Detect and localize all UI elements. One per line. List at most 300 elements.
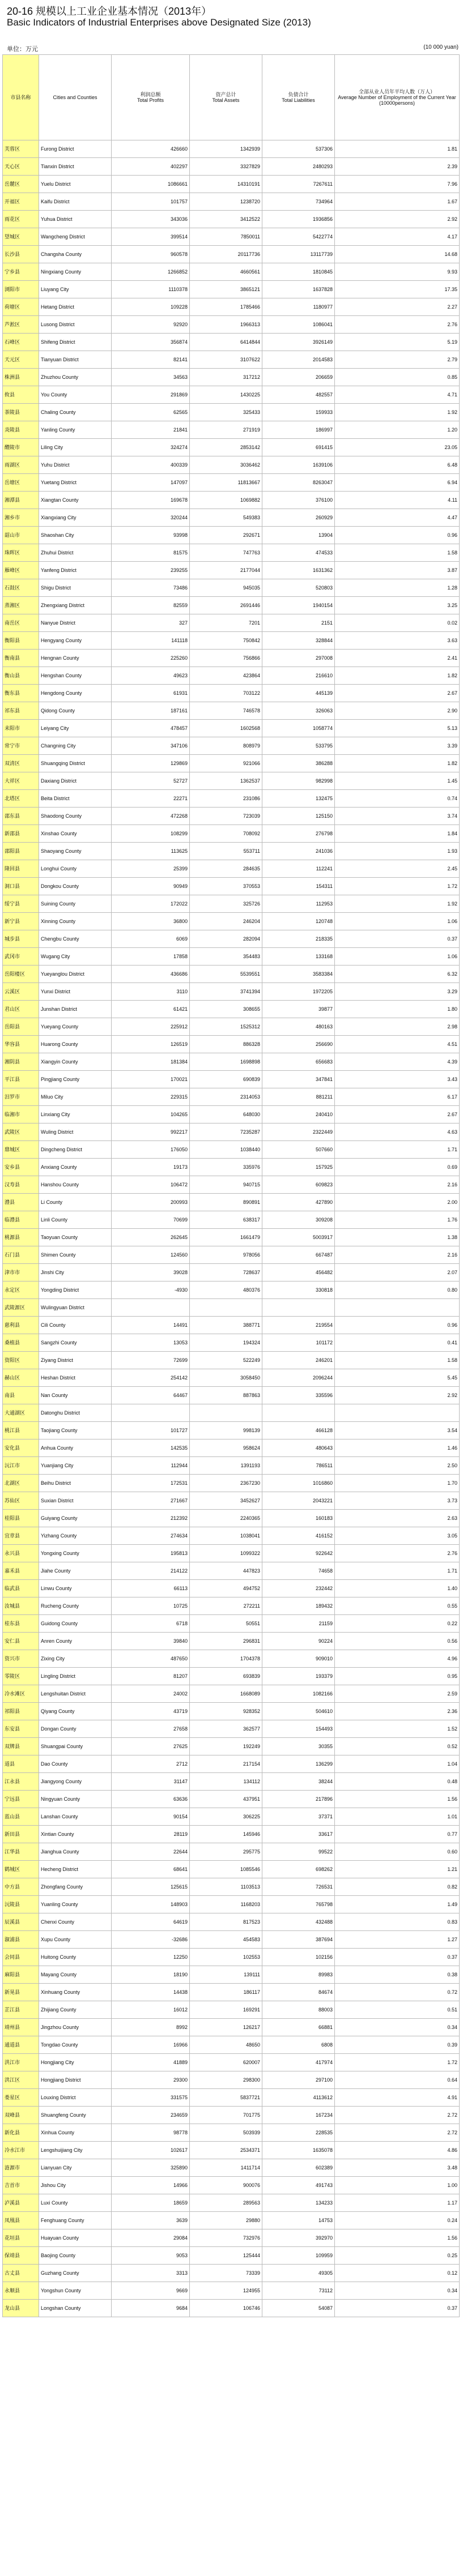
cell-name-en: Shuangfeng County (39, 2107, 112, 2124)
cell-name-cn: 赫山区 (3, 1369, 39, 1387)
cell-employment: 4.96 (335, 1650, 460, 1668)
cell-employment: 2.72 (335, 2107, 460, 2124)
table-row (3, 474, 460, 492)
cell-liabilities: 667487 (262, 1246, 335, 1264)
cell-name-cn: 宜章县 (3, 1527, 39, 1545)
cell-name-en: Anxiang County (39, 1159, 112, 1176)
table-row (3, 1211, 460, 1229)
cell-profits: 9684 (112, 2300, 190, 2317)
cell-name-en: Zhengxiang District (39, 597, 112, 614)
table-row (3, 562, 460, 579)
cell-profits: 41889 (112, 2054, 190, 2071)
cell-profits: 172022 (112, 895, 190, 913)
cell-name-en: You County (39, 386, 112, 404)
cell-assets: 3036462 (190, 456, 262, 474)
cell-name-cn: 麻阳县 (3, 1966, 39, 1984)
cell-name-cn: 冷水江市 (3, 2142, 39, 2159)
table-row (3, 650, 460, 667)
cell-liabilities: 1631362 (262, 562, 335, 579)
cell-employment: 1.00 (335, 2177, 460, 2194)
header-name-cn: 市县名称 (3, 55, 39, 140)
cell-assets: 139111 (190, 1966, 262, 1984)
cell-name-en: Xinning County (39, 913, 112, 930)
cell-name-en: Tianyuan District (39, 351, 112, 369)
cell-name-cn: 石门县 (3, 1246, 39, 1264)
cell-name-en: Furong District (39, 140, 112, 158)
cell-profits: 172531 (112, 1475, 190, 1492)
cell-assets: 1038041 (190, 1527, 262, 1545)
table-row (3, 825, 460, 843)
cell-employment: 3.74 (335, 808, 460, 825)
table-row (3, 702, 460, 720)
cell-assets: 900076 (190, 2177, 262, 2194)
cell-profits: 1110378 (112, 281, 190, 298)
cell-name-en: Wulingyuan District (39, 1299, 112, 1317)
table-row (3, 1194, 460, 1211)
header-profits: 利润总额 Total Profits (112, 55, 190, 140)
cell-name-cn: 平江县 (3, 1071, 39, 1088)
table-row (3, 404, 460, 421)
cell-assets: 693839 (190, 1668, 262, 1685)
cell-name-cn: 南岳区 (3, 614, 39, 632)
cell-name-cn: 会同县 (3, 1949, 39, 1966)
table-row (3, 193, 460, 211)
cell-profits: 16012 (112, 2001, 190, 2019)
cell-name-en: Yuhua District (39, 211, 112, 228)
cell-employment: 2.92 (335, 1387, 460, 1404)
cell-profits: 102617 (112, 2142, 190, 2159)
cell-profits: 487650 (112, 1650, 190, 1668)
cell-profits (112, 1404, 190, 1422)
cell-name-cn: 沅江市 (3, 1457, 39, 1475)
cell-liabilities: 1637828 (262, 281, 335, 298)
cell-employment: 4.47 (335, 509, 460, 527)
cell-name-en: Lengshuijiang City (39, 2142, 112, 2159)
cell-liabilities: 4113612 (262, 2089, 335, 2107)
cell-liabilities: 1972205 (262, 983, 335, 1001)
cell-profits: 29300 (112, 2071, 190, 2089)
table-row (3, 1369, 460, 1387)
cell-name-en: Chaling County (39, 404, 112, 421)
table-row (3, 158, 460, 176)
cell-employment: 2.27 (335, 298, 460, 316)
cell-assets: 325433 (190, 404, 262, 421)
cell-assets: 317212 (190, 369, 262, 386)
table-row (3, 1317, 460, 1334)
cell-employment: 2.67 (335, 1106, 460, 1123)
cell-employment: 1.71 (335, 1141, 460, 1159)
cell-name-cn: 慈利县 (3, 1317, 39, 1334)
cell-name-cn: 涟源市 (3, 2159, 39, 2177)
cell-name-cn: 津市市 (3, 1264, 39, 1281)
cell-name-en: Linli County (39, 1211, 112, 1229)
table-row (3, 1018, 460, 1036)
cell-liabilities: 1016860 (262, 1475, 335, 1492)
cell-employment: 2.79 (335, 351, 460, 369)
cell-assets: 723039 (190, 808, 262, 825)
cell-employment: 2.90 (335, 702, 460, 720)
cell-name-cn: 江华县 (3, 1843, 39, 1861)
cell-name-en: Yanling County (39, 421, 112, 439)
table-row (3, 1527, 460, 1545)
cell-name-en: Dao County (39, 1755, 112, 1773)
table-row (3, 1720, 460, 1738)
cell-profits: 129869 (112, 755, 190, 772)
cell-employment: 0.83 (335, 1913, 460, 1931)
cell-name-en: Zhuhui District (39, 544, 112, 562)
cell-liabilities: 1058774 (262, 720, 335, 737)
cell-profits: 229315 (112, 1088, 190, 1106)
table-row (3, 1123, 460, 1141)
cell-assets: 231086 (190, 790, 262, 808)
table-row (3, 2177, 460, 2194)
cell-employment: 2.36 (335, 1703, 460, 1720)
cell-name-en: Hongjiang District (39, 2071, 112, 2089)
cell-assets: 14310191 (190, 176, 262, 193)
cell-name-en: Kaifu District (39, 193, 112, 211)
cell-liabilities: 134233 (262, 2194, 335, 2212)
cell-name-cn: 衡南县 (3, 650, 39, 667)
table-row (3, 298, 460, 316)
cell-liabilities: 120748 (262, 913, 335, 930)
cell-name-en: Taoyuan County (39, 1229, 112, 1246)
cell-profits: 327 (112, 614, 190, 632)
cell-assets: 703122 (190, 685, 262, 702)
cell-assets: 1342939 (190, 140, 262, 158)
cell-liabilities: 232442 (262, 1580, 335, 1597)
table-row (3, 509, 460, 527)
table-row (3, 772, 460, 790)
cell-liabilities: 193379 (262, 1668, 335, 1685)
cell-name-cn: 洞口县 (3, 878, 39, 895)
cell-profits: 2712 (112, 1755, 190, 1773)
cell-employment: 6.32 (335, 966, 460, 983)
cell-profits: 225912 (112, 1018, 190, 1036)
cell-employment: 0.25 (335, 2247, 460, 2265)
cell-employment: 1.56 (335, 2229, 460, 2247)
cell-assets: 145946 (190, 1826, 262, 1843)
cell-name-cn: 衡山县 (3, 667, 39, 685)
indicators-table (2, 54, 460, 2317)
cell-name-en: Guzhang County (39, 2265, 112, 2282)
cell-assets: 169291 (190, 2001, 262, 2019)
cell-name-cn: 道县 (3, 1755, 39, 1773)
cell-name-cn: 岳阳县 (3, 1018, 39, 1036)
cell-name-en: Xupu County (39, 1931, 112, 1949)
table-row (3, 1878, 460, 1896)
cell-name-cn: 蓝山县 (3, 1808, 39, 1826)
cell-profits: 225260 (112, 650, 190, 667)
cell-employment: 1.46 (335, 1439, 460, 1457)
table-row (3, 614, 460, 632)
cell-name-cn: 株洲县 (3, 369, 39, 386)
cell-employment: 2.39 (335, 158, 460, 176)
cell-name-en: Xiangtan County (39, 492, 112, 509)
cell-name-cn: 长沙县 (3, 246, 39, 263)
cell-name-cn: 临湘市 (3, 1106, 39, 1123)
cell-liabilities: 154493 (262, 1720, 335, 1738)
table-row (3, 2229, 460, 2247)
cell-employment: 3.54 (335, 1422, 460, 1439)
table-row (3, 1773, 460, 1791)
cell-name-cn: 新田县 (3, 1826, 39, 1843)
cell-profits: 104265 (112, 1106, 190, 1123)
cell-employment: 3.63 (335, 632, 460, 650)
cell-assets: 246204 (190, 913, 262, 930)
cell-liabilities: 2014583 (262, 351, 335, 369)
cell-profits: 347106 (112, 737, 190, 755)
cell-name-cn: 双峰县 (3, 2107, 39, 2124)
cell-employment: 1.92 (335, 895, 460, 913)
cell-liabilities: 507660 (262, 1141, 335, 1159)
cell-liabilities: 159933 (262, 404, 335, 421)
cell-name-cn: 绥宁县 (3, 895, 39, 913)
cell-employment: 0.85 (335, 369, 460, 386)
cell-liabilities: 186997 (262, 421, 335, 439)
cell-liabilities: 656683 (262, 1053, 335, 1071)
cell-name-cn: 永定区 (3, 1281, 39, 1299)
cell-liabilities: 335596 (262, 1387, 335, 1404)
cell-employment: 0.80 (335, 1281, 460, 1299)
cell-assets: 289563 (190, 2194, 262, 2212)
cell-name-en: Yuanjiang City (39, 1457, 112, 1475)
cell-assets: 1099322 (190, 1545, 262, 1562)
cell-name-cn: 汨罗市 (3, 1088, 39, 1106)
table-row (3, 2142, 460, 2159)
cell-employment: 0.37 (335, 1949, 460, 1966)
cell-employment: 1.81 (335, 140, 460, 158)
cell-employment: 2.07 (335, 1264, 460, 1281)
table-row (3, 860, 460, 878)
table-row (3, 1861, 460, 1878)
table-row (3, 1826, 460, 1843)
cell-profits: 27658 (112, 1720, 190, 1738)
cell-profits: 62565 (112, 404, 190, 421)
cell-employment: 1.06 (335, 913, 460, 930)
cell-name-cn: 天心区 (3, 158, 39, 176)
cell-liabilities: 474533 (262, 544, 335, 562)
cell-assets: 73339 (190, 2265, 262, 2282)
cell-assets: 1785466 (190, 298, 262, 316)
cell-assets: 362577 (190, 1720, 262, 1738)
cell-name-en: Beita District (39, 790, 112, 808)
cell-liabilities: 3583384 (262, 966, 335, 983)
cell-assets: 494752 (190, 1580, 262, 1597)
cell-assets: 437951 (190, 1791, 262, 1808)
cell-profits (112, 1299, 190, 1317)
cell-employment: 0.82 (335, 1878, 460, 1896)
table-row (3, 2036, 460, 2054)
cell-profits: 141118 (112, 632, 190, 650)
cell-employment: 0.22 (335, 1615, 460, 1633)
cell-assets: 7201 (190, 614, 262, 632)
cell-employment: 0.69 (335, 1159, 460, 1176)
cell-employment: 1.58 (335, 544, 460, 562)
cell-name-cn: 安仁县 (3, 1633, 39, 1650)
cell-name-en: Xinshao County (39, 825, 112, 843)
cell-name-en: Xinhua County (39, 2124, 112, 2142)
cell-name-cn: 溆浦县 (3, 1931, 39, 1949)
cell-profits: 39840 (112, 1633, 190, 1650)
cell-assets: 940715 (190, 1176, 262, 1194)
cell-name-cn: 辰溪县 (3, 1913, 39, 1931)
cell-assets: 1698898 (190, 1053, 262, 1071)
table-row (3, 2194, 460, 2212)
cell-employment: 2.50 (335, 1457, 460, 1475)
cell-employment: 1.01 (335, 1808, 460, 1826)
cell-profits: 142535 (112, 1439, 190, 1457)
cell-liabilities: 73112 (262, 2282, 335, 2300)
cell-profits: 1086661 (112, 176, 190, 193)
cell-liabilities: 276798 (262, 825, 335, 843)
cell-profits: -4930 (112, 1281, 190, 1299)
cell-profits: 472268 (112, 808, 190, 825)
cell-assets: 2240365 (190, 1510, 262, 1527)
cell-name-cn: 靖州县 (3, 2019, 39, 2036)
cell-profits: 29084 (112, 2229, 190, 2247)
cell-employment: 0.38 (335, 1966, 460, 1984)
cell-employment: 0.55 (335, 1597, 460, 1615)
cell-employment: 0.02 (335, 614, 460, 632)
cell-liabilities (262, 1299, 335, 1317)
cell-liabilities: 74658 (262, 1562, 335, 1580)
cell-name-cn: 凤凰县 (3, 2212, 39, 2229)
cell-name-en: Lingling District (39, 1668, 112, 1685)
table-row (3, 2071, 460, 2089)
cell-name-cn: 雨花区 (3, 211, 39, 228)
table-row (3, 1896, 460, 1913)
cell-name-en: Hengshan County (39, 667, 112, 685)
cell-name-en: Miluo City (39, 1088, 112, 1106)
cell-liabilities: 228535 (262, 2124, 335, 2142)
cell-liabilities: 88003 (262, 2001, 335, 2019)
cell-profits: 3313 (112, 2265, 190, 2282)
cell-assets: 1661479 (190, 1229, 262, 1246)
cell-profits: 320244 (112, 509, 190, 527)
cell-assets: 298300 (190, 2071, 262, 2089)
cell-name-cn: 芷江县 (3, 2001, 39, 2019)
table-row (3, 1966, 460, 1984)
cell-name-en: Qidong County (39, 702, 112, 720)
table-row (3, 1913, 460, 1931)
cell-assets: 1966313 (190, 316, 262, 334)
cell-employment: 0.39 (335, 2036, 460, 2054)
cell-assets: 296831 (190, 1633, 262, 1650)
cell-assets: 192249 (190, 1738, 262, 1755)
cell-employment: 0.37 (335, 930, 460, 948)
cell-liabilities: 2322449 (262, 1123, 335, 1141)
cell-profits: 101757 (112, 193, 190, 211)
cell-name-en: Hanshou County (39, 1176, 112, 1194)
cell-assets: 945035 (190, 579, 262, 597)
cell-profits: 106472 (112, 1176, 190, 1194)
cell-name-cn: 古丈县 (3, 2265, 39, 2282)
cell-name-en: Qiyang County (39, 1703, 112, 1720)
table-row (3, 386, 460, 404)
cell-liabilities (262, 1404, 335, 1422)
cell-name-cn: 浏阳市 (3, 281, 39, 298)
cell-name-cn: 沅陵县 (3, 1896, 39, 1913)
cell-profits: 34563 (112, 369, 190, 386)
table-row (3, 1334, 460, 1352)
cell-name-en: Hengyang County (39, 632, 112, 650)
cell-employment: 0.34 (335, 2019, 460, 2036)
cell-liabilities: 347841 (262, 1071, 335, 1088)
cell-profits: -32686 (112, 1931, 190, 1949)
cell-employment: 1.72 (335, 2054, 460, 2071)
cell-name-cn: 宁远县 (3, 1791, 39, 1808)
cell-assets: 1411714 (190, 2159, 262, 2177)
table-row (3, 2089, 460, 2107)
cell-liabilities: 14753 (262, 2212, 335, 2229)
cell-profits: 200993 (112, 1194, 190, 1211)
cell-liabilities: 533795 (262, 737, 335, 755)
cell-profits: 109228 (112, 298, 190, 316)
cell-liabilities: 246201 (262, 1352, 335, 1369)
cell-profits: 14491 (112, 1317, 190, 1334)
cell-employment: 3.87 (335, 562, 460, 579)
cell-profits: 234659 (112, 2107, 190, 2124)
header-liabilities: 负债合计 Total Liabilities (262, 55, 335, 140)
cell-name-cn: 岳麓区 (3, 176, 39, 193)
cell-assets: 921066 (190, 755, 262, 772)
table-row (3, 1562, 460, 1580)
cell-liabilities: 427890 (262, 1194, 335, 1211)
table-body (3, 140, 460, 2317)
cell-profits: 43719 (112, 1703, 190, 1720)
cell-name-cn: 桑植县 (3, 1334, 39, 1352)
cell-assets: 648030 (190, 1106, 262, 1123)
table-row (3, 597, 460, 614)
cell-name-cn: 岳塘区 (3, 474, 39, 492)
cell-employment: 1.20 (335, 421, 460, 439)
cell-employment: 4.86 (335, 2142, 460, 2159)
cell-name-en: Anren County (39, 1633, 112, 1650)
cell-name-en: Jingzhou County (39, 2019, 112, 2036)
cell-liabilities: 2043221 (262, 1492, 335, 1510)
cell-assets: 186117 (190, 1984, 262, 2001)
cell-employment: 0.74 (335, 790, 460, 808)
cell-name-cn: 桃江县 (3, 1422, 39, 1439)
cell-name-cn: 武陵源区 (3, 1299, 39, 1317)
cell-assets: 2314053 (190, 1088, 262, 1106)
cell-profits: 63636 (112, 1791, 190, 1808)
cell-liabilities: 6808 (262, 2036, 335, 2054)
cell-name-en: Hetang District (39, 298, 112, 316)
cell-profits: 148903 (112, 1896, 190, 1913)
cell-employment: 1.82 (335, 755, 460, 772)
cell-assets: 5837721 (190, 2089, 262, 2107)
cell-name-en: Huayuan County (39, 2229, 112, 2247)
cell-employment: 3.43 (335, 1071, 460, 1088)
cell-name-cn: 江永县 (3, 1773, 39, 1791)
cell-profits: 239255 (112, 562, 190, 579)
cell-employment: 0.95 (335, 1668, 460, 1685)
cell-profits: 17858 (112, 948, 190, 966)
cell-liabilities: 726531 (262, 1878, 335, 1896)
cell-liabilities: 326063 (262, 702, 335, 720)
unit-label-en: (10 000 yuan) (423, 44, 458, 50)
table-row (3, 281, 460, 298)
table-row (3, 2019, 460, 2036)
cell-profits: 49623 (112, 667, 190, 685)
cell-profits: 36800 (112, 913, 190, 930)
cell-profits: 13053 (112, 1334, 190, 1352)
cell-profits: 254142 (112, 1369, 190, 1387)
cell-liabilities: 13904 (262, 527, 335, 544)
table-row (3, 2107, 460, 2124)
cell-employment: 9.93 (335, 263, 460, 281)
